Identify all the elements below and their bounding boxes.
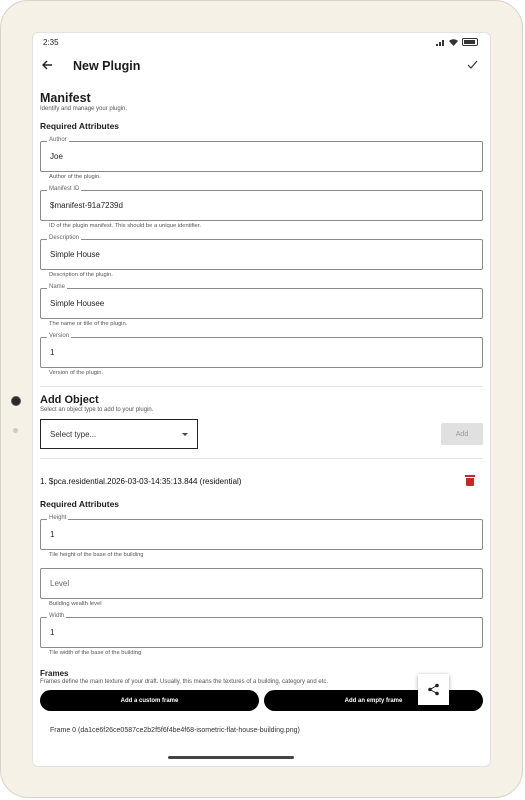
name-help: The name or title of the plugin. <box>49 321 128 327</box>
author-help: Author of the plugin. <box>49 174 101 180</box>
add-object-subtitle: Select an object type to add to your plugin. <box>40 407 154 413</box>
frame-list-item[interactable]: Frame 0 (da1ce6f26ce0587ce2b2f5f6f4be4f68-isometric-flat-house-building.png) <box>50 727 300 734</box>
add-button[interactable]: Add <box>441 423 483 445</box>
name-value[interactable]: Simple Housee <box>50 299 105 308</box>
divider <box>40 386 483 387</box>
level-placeholder[interactable]: Level <box>50 579 70 588</box>
share-icon <box>427 683 440 696</box>
wifi-icon <box>449 39 458 46</box>
frames-subtitle: Frames define the main texture of your draft. Usually, this means the textures of a building, category and etc. <box>40 679 329 685</box>
manifest-title: Manifest <box>40 91 91 105</box>
check-icon[interactable] <box>467 59 478 73</box>
divider <box>40 458 483 459</box>
camera-icon <box>11 396 21 406</box>
select-placeholder: Select type... <box>50 429 97 439</box>
version-field[interactable] <box>40 333 483 368</box>
name-label: Name <box>49 284 66 290</box>
manifest-id-value[interactable]: $manifest-91a7239d <box>50 201 123 210</box>
chevron-down-icon <box>182 433 188 436</box>
manifest-id-label: Manifest ID <box>49 186 80 192</box>
author-label: Author <box>49 137 67 143</box>
required-attributes-heading: Required Attributes <box>40 121 120 131</box>
name-field[interactable] <box>40 284 483 319</box>
height-help: Tile height of the base of the building <box>49 552 144 558</box>
level-field[interactable] <box>40 568 483 599</box>
manifest-id-help: ID of the plugin manifest. This should be a unique identifier. <box>49 223 201 229</box>
description-field[interactable] <box>40 235 483 270</box>
status-time: 2:35 <box>43 37 59 47</box>
frames-title: Frames <box>40 669 69 678</box>
trash-icon[interactable] <box>465 475 475 487</box>
height-label: Height <box>49 515 67 521</box>
add-custom-frame-button[interactable]: Add a custom frame <box>40 690 259 711</box>
sensor-dot <box>13 428 18 433</box>
description-label: Description <box>49 235 80 241</box>
level-help: Building wealth level <box>49 601 102 607</box>
width-label: Width <box>49 613 65 619</box>
version-value[interactable]: 1 <box>50 348 55 357</box>
frame-buttons <box>40 690 483 711</box>
form-content <box>33 91 490 734</box>
add-empty-frame-button[interactable]: Add an empty frame <box>264 690 483 711</box>
page-title: New Plugin <box>73 59 141 73</box>
add-object-title: Add Object <box>40 394 99 406</box>
author-field[interactable] <box>40 137 483 172</box>
object-type-select[interactable] <box>40 419 198 449</box>
add-object-row <box>40 419 483 449</box>
status-icons <box>436 38 478 46</box>
width-help: Tile width of the base of the building <box>49 650 142 656</box>
arrow-back-icon[interactable] <box>41 58 61 75</box>
description-value[interactable]: Simple House <box>50 250 100 259</box>
width-value[interactable]: 1 <box>50 628 55 637</box>
height-value[interactable]: 1 <box>50 530 55 539</box>
height-field[interactable] <box>40 515 483 550</box>
description-help: Description of the plugin. <box>49 272 113 278</box>
author-value[interactable]: Joe <box>50 152 63 161</box>
manifest-subtitle: Identify and manage your plugin. <box>40 106 128 112</box>
object-title: 1. $pca.residential.2026-03-03-14:35:13.844 (residential) <box>40 476 242 486</box>
home-indicator <box>168 756 294 759</box>
share-button[interactable] <box>418 674 449 705</box>
app-screen <box>32 32 491 767</box>
manifest-id-field[interactable] <box>40 186 483 221</box>
battery-icon <box>462 38 478 46</box>
object-header <box>40 475 483 487</box>
signal-icon <box>436 39 445 46</box>
object-required-heading: Required Attributes <box>40 499 120 509</box>
width-field[interactable] <box>40 613 483 648</box>
version-label: Version <box>49 333 70 339</box>
app-bar <box>33 51 490 81</box>
version-help: Version of the plugin. <box>49 370 104 376</box>
status-bar <box>33 33 490 51</box>
